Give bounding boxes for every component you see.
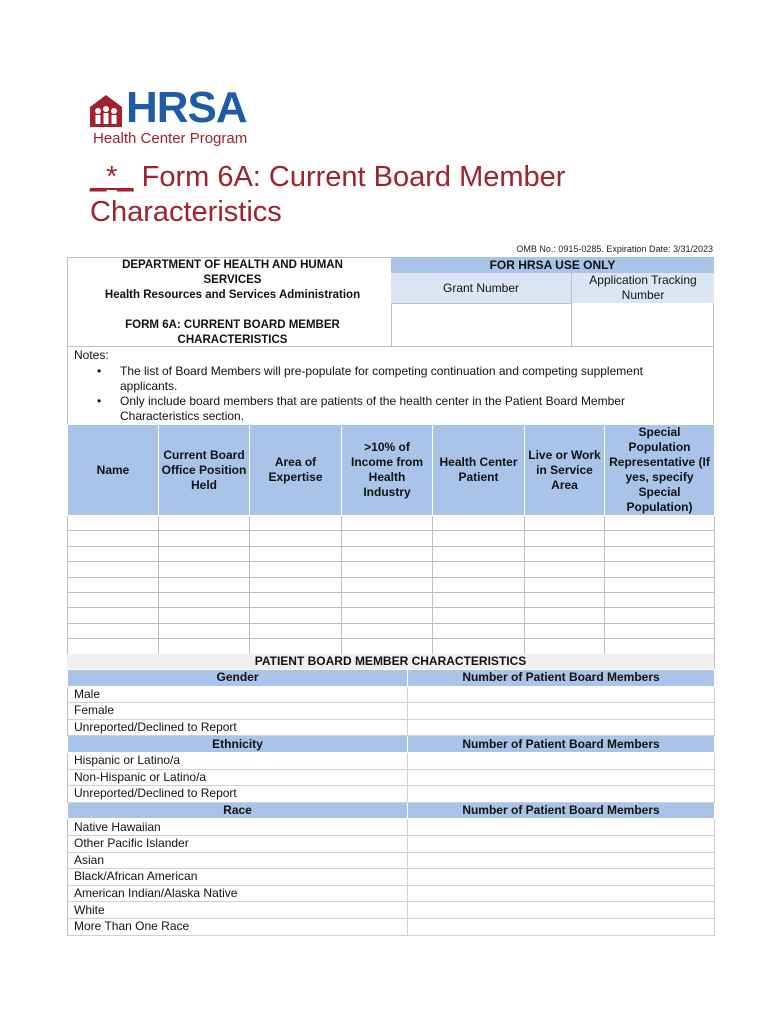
- board-table-header: [68, 425, 715, 516]
- gender-label: Female: [68, 703, 408, 720]
- house-people-icon: [89, 94, 123, 128]
- count-field[interactable]: [408, 686, 715, 703]
- board-cell[interactable]: [68, 592, 159, 607]
- board-cell[interactable]: [605, 516, 715, 531]
- note-item: • Only include board members that are patients of the health center in the Patient Board Member Characteristics section.: [74, 394, 684, 424]
- board-cell[interactable]: [605, 608, 715, 623]
- board-cell[interactable]: [68, 639, 159, 654]
- board-cell[interactable]: [159, 546, 250, 561]
- board-cell[interactable]: [433, 639, 525, 654]
- count-field[interactable]: [408, 902, 715, 919]
- board-cell[interactable]: [250, 546, 342, 561]
- board-cell[interactable]: [250, 577, 342, 592]
- title-line1: Form 6A: Current Board Member: [133, 161, 566, 193]
- count-field[interactable]: [408, 852, 715, 869]
- gender-label: Unreported/Declined to Report: [68, 719, 408, 736]
- table-row: [68, 592, 715, 607]
- board-cell[interactable]: [433, 577, 525, 592]
- table-row: [68, 885, 715, 902]
- count-header: Number of Patient Board Members: [408, 670, 715, 687]
- count-field[interactable]: [408, 752, 715, 769]
- race-label: Other Pacific Islander: [68, 835, 408, 852]
- board-cell[interactable]: [433, 546, 525, 561]
- board-cell[interactable]: [433, 623, 525, 638]
- board-cell[interactable]: [605, 531, 715, 546]
- board-cell[interactable]: [159, 562, 250, 577]
- board-cell[interactable]: [342, 577, 433, 592]
- notes-list: [74, 364, 684, 424]
- notes-title: Notes:: [74, 348, 109, 362]
- table-row: [68, 835, 715, 852]
- board-cell[interactable]: [250, 639, 342, 654]
- board-cell[interactable]: [159, 592, 250, 607]
- col-income: >10% of Income from Health Industry: [342, 425, 433, 516]
- board-cell[interactable]: [342, 592, 433, 607]
- ethnicity-label: Unreported/Declined to Report: [68, 786, 408, 803]
- board-cell[interactable]: [605, 639, 715, 654]
- dept-line2: SERVICES: [203, 274, 262, 286]
- count-header: Number of Patient Board Members: [408, 736, 715, 753]
- board-table-body: [68, 516, 715, 670]
- hrsa-logo: [89, 83, 279, 152]
- race-label: Native Hawaiian: [68, 819, 408, 836]
- logo-subtitle: Health Center Program: [93, 130, 248, 147]
- table-row: [68, 769, 715, 786]
- count-field[interactable]: [408, 869, 715, 886]
- form-line2: CHARACTERISTICS: [177, 334, 288, 346]
- race-label: American Indian/Alaska Native: [68, 885, 408, 902]
- tracking-number-label: [572, 273, 714, 303]
- title-marker: _*_: [90, 161, 134, 193]
- table-row: [68, 531, 715, 546]
- board-cell[interactable]: [159, 531, 250, 546]
- count-field[interactable]: [408, 703, 715, 720]
- board-cell[interactable]: [250, 531, 342, 546]
- table-row: [68, 516, 715, 531]
- table-row: [68, 686, 715, 703]
- note-item: • The list of Board Members will pre-populate for competing continuation and competing supplement applicants.: [74, 364, 684, 394]
- board-cell[interactable]: [250, 592, 342, 607]
- gender-header-row: [68, 670, 715, 687]
- table-row: [68, 869, 715, 886]
- table-row: [68, 623, 715, 638]
- table-row: [68, 786, 715, 803]
- board-cell[interactable]: [433, 592, 525, 607]
- board-cell[interactable]: [68, 516, 159, 531]
- board-cell[interactable]: [342, 562, 433, 577]
- board-cell[interactable]: [342, 531, 433, 546]
- board-cell[interactable]: [605, 562, 715, 577]
- table-row: [68, 639, 715, 654]
- form-name: [80, 318, 385, 348]
- board-cell[interactable]: [68, 562, 159, 577]
- count-field[interactable]: [408, 835, 715, 852]
- board-cell[interactable]: [159, 639, 250, 654]
- race-header: Race: [68, 802, 408, 819]
- count-field[interactable]: [408, 769, 715, 786]
- board-cell[interactable]: [342, 623, 433, 638]
- race-label: Black/African American: [68, 869, 408, 886]
- table-row: [68, 546, 715, 561]
- col-name: Name: [68, 425, 159, 516]
- board-cell[interactable]: [250, 562, 342, 577]
- table-row: [68, 752, 715, 769]
- board-cell[interactable]: [433, 516, 525, 531]
- board-cell[interactable]: [433, 562, 525, 577]
- board-cell[interactable]: [525, 546, 605, 561]
- board-cell[interactable]: [342, 516, 433, 531]
- board-cell[interactable]: [159, 577, 250, 592]
- board-cell[interactable]: [159, 516, 250, 531]
- board-cell[interactable]: [68, 577, 159, 592]
- ethnicity-header: Ethnicity: [68, 736, 408, 753]
- board-cell[interactable]: [525, 592, 605, 607]
- race-label: Asian: [68, 852, 408, 869]
- form-line1: FORM 6A: CURRENT BOARD MEMBER: [125, 319, 340, 331]
- board-cell[interactable]: [605, 577, 715, 592]
- board-cell[interactable]: [342, 546, 433, 561]
- ethnicity-label: Non-Hispanic or Latino/a: [68, 769, 408, 786]
- ethnicity-header-row: [68, 736, 715, 753]
- tracking-line2: Number: [621, 288, 665, 302]
- board-cell[interactable]: [250, 608, 342, 623]
- table-row: [68, 577, 715, 592]
- board-member-table: [67, 424, 715, 670]
- col-service-area: Live or Work in Service Area: [525, 425, 605, 516]
- board-cell[interactable]: [433, 608, 525, 623]
- table-row: [68, 918, 715, 935]
- board-cell[interactable]: [68, 623, 159, 638]
- logo-wordmark: HRSA: [126, 83, 247, 132]
- grant-number-text: Grant Number: [442, 281, 520, 295]
- count-field[interactable]: [408, 719, 715, 736]
- col-expertise: Area of Expertise: [250, 425, 342, 516]
- race-label: White: [68, 902, 408, 919]
- board-cell[interactable]: [159, 608, 250, 623]
- table-row: [68, 902, 715, 919]
- race-label: More Than One Race: [68, 918, 408, 935]
- board-cell[interactable]: [68, 531, 159, 546]
- col-patient: Health Center Patient: [433, 425, 525, 516]
- gender-header: Gender: [68, 670, 408, 687]
- board-cell[interactable]: [525, 639, 605, 654]
- col-special-population: Special Population Representative (If yes, specify Special Population): [605, 425, 715, 516]
- count-field[interactable]: [408, 819, 715, 836]
- table-row: [68, 819, 715, 836]
- board-cell[interactable]: [525, 531, 605, 546]
- table-row: [68, 703, 715, 720]
- count-field[interactable]: [408, 918, 715, 935]
- board-cell[interactable]: [525, 623, 605, 638]
- title-line2: Characteristics: [90, 196, 282, 228]
- omb-number: OMB No.: 0915-0285. Expiration Date: 3/31/2023: [516, 244, 713, 254]
- count-field[interactable]: [408, 885, 715, 902]
- page-title: [90, 160, 690, 230]
- count-field[interactable]: [408, 786, 715, 803]
- board-cell[interactable]: [342, 639, 433, 654]
- board-cell[interactable]: [525, 516, 605, 531]
- board-cell[interactable]: [525, 562, 605, 577]
- board-cell[interactable]: [605, 592, 715, 607]
- board-cell[interactable]: [159, 623, 250, 638]
- count-header: Number of Patient Board Members: [408, 802, 715, 819]
- ethnicity-label: Hispanic or Latino/a: [68, 752, 408, 769]
- col-office-position: Current Board Office Position Held: [159, 425, 250, 516]
- board-cell[interactable]: [68, 546, 159, 561]
- table-row: [68, 719, 715, 736]
- grant-number-label: [391, 273, 572, 303]
- table-row: [68, 608, 715, 623]
- board-cell[interactable]: [250, 623, 342, 638]
- board-cell[interactable]: [525, 577, 605, 592]
- tracking-line1: Application Tracking: [589, 273, 697, 287]
- board-cell[interactable]: [342, 608, 433, 623]
- table-row: [68, 562, 715, 577]
- race-header-row: [68, 802, 715, 819]
- board-cell[interactable]: [605, 623, 715, 638]
- patient-characteristics-title: PATIENT BOARD MEMBER CHARACTERISTICS: [67, 654, 714, 669]
- grant-number-field[interactable]: [391, 303, 572, 347]
- board-cell[interactable]: [433, 531, 525, 546]
- patient-characteristics-table: [67, 669, 715, 936]
- board-cell[interactable]: [525, 608, 605, 623]
- dept-line3: Health Resources and Services Administration: [104, 289, 361, 301]
- hrsa-use-only-header: FOR HRSA USE ONLY: [391, 257, 714, 273]
- board-cell[interactable]: [250, 516, 342, 531]
- board-cell[interactable]: [68, 608, 159, 623]
- dept-line1: DEPARTMENT OF HEALTH AND HUMAN: [122, 259, 343, 271]
- table-row: [68, 852, 715, 869]
- board-cell[interactable]: [605, 546, 715, 561]
- gender-label: Male: [68, 686, 408, 703]
- department-name: [80, 258, 385, 303]
